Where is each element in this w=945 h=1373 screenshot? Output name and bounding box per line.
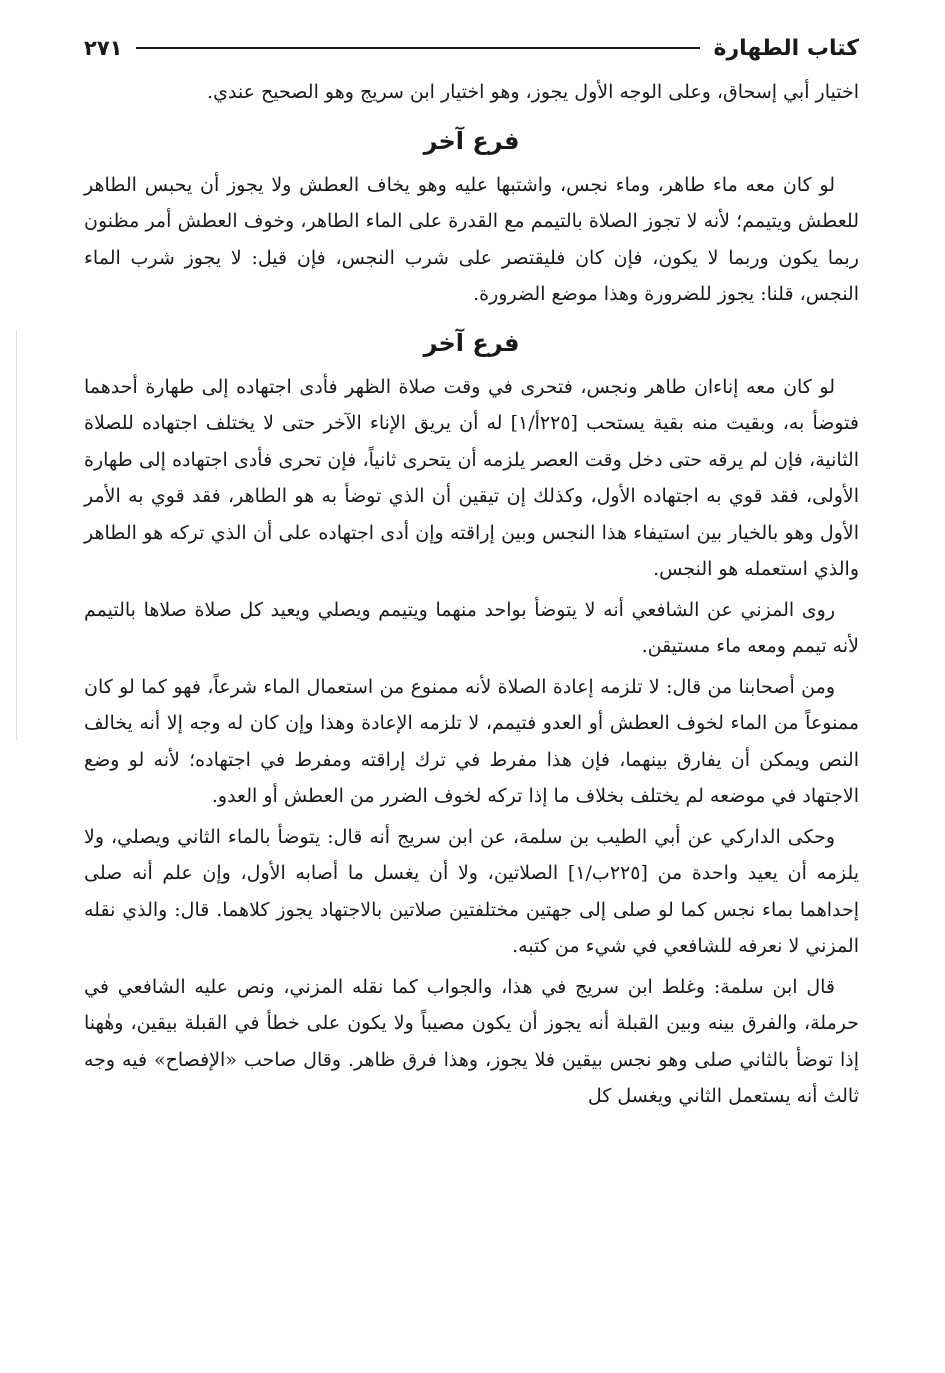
paragraph-4: روى المزني عن الشافعي أنه لا يتوضأ بواحد منهما ويتيمم ويصلي ويعيد كل صلاة صلاها بالتيمم لأنه تيمم ومعه ماء مستيقن. xyxy=(84,598,859,657)
page-number: ٢٧١ xyxy=(84,36,123,60)
section-heading-2: فرع آخر xyxy=(423,328,520,357)
section-heading-1: فرع آخر xyxy=(423,126,520,155)
paragraph-5: ومن أصحابنا من قال: لا تلزمه إعادة الصلاة لأنه ممنوع من استعمال الماء شرعاً، فهو كما لو كان ممنوعاً من الماء لخوف العطش أو العدو فتيمم، لا تلزمه الإعادة وهذا وإن كان له وجه إلا أنه يخالف النص ويمكن أن يفارق بينهما، فإن هذا مفرط في ترك إراقته ومفرط في اجتهاده؛ لأنه لو وضع الاجتهاد في موضعه لم يختلف بخلاف ما إذا تركه لخوف الضرر من العطش أو العدو. xyxy=(84,675,859,807)
paragraph-1: اختيار أبي إسحاق، وعلى الوجه الأول يجوز، وهو اختيار ابن سريج وهو الصحيح عندي. xyxy=(207,81,859,103)
header-rule xyxy=(136,47,699,49)
running-header xyxy=(84,28,859,68)
book-page xyxy=(84,28,859,1119)
paragraph-7: قال ابن سلمة: وغلط ابن سريج في هذا، والجواب كما نقله المزني، ونص عليه الشافعي في حرملة، والفرق بينه وبين القبلة أنه يجوز أن يكون مصيباً ولا يكون على خطأ في القبلة بيقين، وهٰهنا إذا توضأ بالثاني صلى وهو نجس بيقين فلا يجوز، وهذا فرق ظاهر. وقال صاحب «الإفصاح» فيه وجه ثالث أنه يستعمل الثاني ويغسل كل xyxy=(84,975,859,1107)
paragraph-6: وحكى الداركي عن أبي الطيب بن سلمة، عن ابن سريج أنه قال: يتوضأ بالماء الثاني ويصلي، ولا يلزمه أن يعيد واحدة من [٢٢٥ب/١] الصلاتين، ولا أن يغسل ما أصابه الأول، وإن علم أنه صلى إحداهما بماء نجس كما لو صلى إلى جهتين مختلفتين صلاتين بالاجتهاد يجوز كلاهما. قال: والذي نقله المزني لا نعرفه للشافعي في شيء من كتبه. xyxy=(84,825,859,957)
paragraph-3: لو كان معه إناءان طاهر ونجس، فتحرى في وقت صلاة الظهر فأدى اجتهاده إلى طهارة أحدهما فتوضأ به، وبقيت منه بقية يستحب [٢٢٥أ/١] له أن يريق الإناء الآخر حتى لا يختلف اجتهاده للصلاة الثانية، فإن لم يرقه حتى دخل وقت العصر يلزمه أن يتحرى ثانياً، فإن تحرى فأدى اجتهاده إلى طهارة الأولى، فقد قوي به اجتهاده الأول، وكذلك إن تيقين أن الذي توضأ به هو الطاهر، فقد قوي به الأمر الأول وهو بالخيار بين استيفاء هذا النجس وبين إراقته وإن أدى اجتهاده على أن الذي تركه هو الطاهر والذي استعمله هو النجس. xyxy=(84,375,859,580)
chapter-title: كتاب الطهارة xyxy=(713,35,859,61)
body-text xyxy=(84,74,859,1115)
scan-margin-line xyxy=(16,330,17,740)
paragraph-2: لو كان معه ماء طاهر، وماء نجس، واشتبها عليه وهو يخاف العطش ولا يجوز أن يحبس الطاهر للعطش ويتيمم؛ لأنه لا تجوز الصلاة بالتيمم مع القدرة على الماء الطاهر، وخوف العطش أمر مظنون ربما يكون وربما لا يكون، فإن كان فليقتصر على شرب النجس، فإن قيل: لا يجوز شرب الماء النجس، قلنا: يجوز للضرورة وهذا موضع الضرورة. xyxy=(84,173,859,305)
